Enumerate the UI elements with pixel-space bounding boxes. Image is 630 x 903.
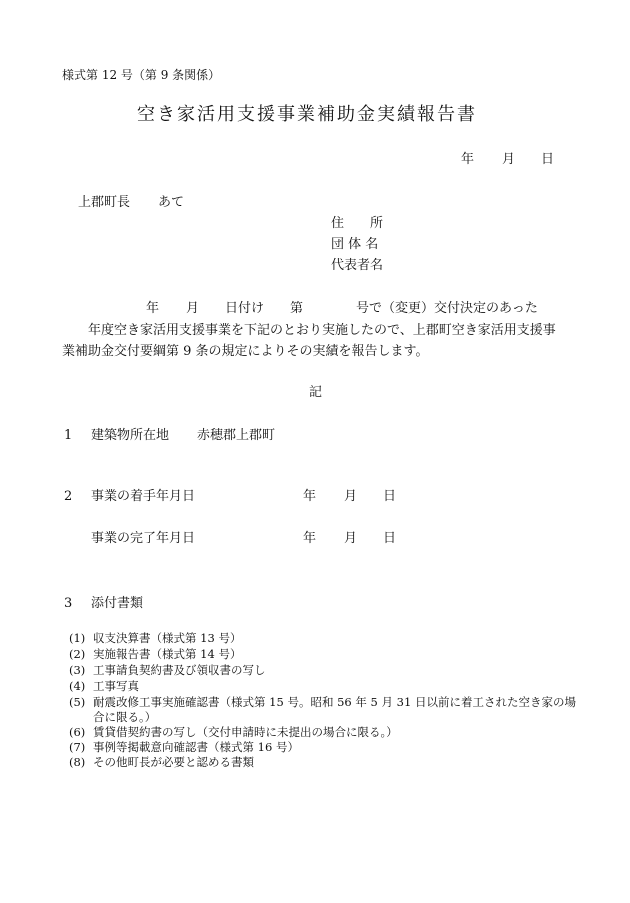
item2-end-month: 月 bbox=[344, 531, 358, 546]
ki-heading: 記 bbox=[309, 385, 323, 400]
attachment-5-text: 耐震改修工事実施確認書（様式第 15 号。昭和 56 年 5 月 31 日以前に着工された空き家の場 bbox=[93, 695, 576, 709]
intro-month: 月 bbox=[186, 301, 200, 316]
item1-label: 建築物所在地 bbox=[91, 428, 170, 443]
intro-dated: 日付け bbox=[225, 301, 265, 316]
item3-label: 添付書類 bbox=[91, 596, 144, 611]
attachment-6-num: (6) bbox=[69, 725, 86, 739]
attachment-5-num: (5) bbox=[69, 695, 86, 709]
item2-number: 2 bbox=[64, 489, 73, 504]
attachment-8-text: その他町長が必要と認める書類 bbox=[93, 755, 254, 769]
attachment-5-text-cont: 合に限る。） bbox=[93, 710, 157, 724]
applicant-representative-label: 代表者名 bbox=[331, 258, 384, 273]
intro-decision-text: 号で（変更）交付決定のあった bbox=[356, 301, 538, 316]
applicant-group-label: 団 体 名 bbox=[331, 237, 379, 252]
attachment-2-num: (2) bbox=[69, 647, 86, 661]
item2-start-day: 日 bbox=[383, 489, 397, 504]
item2-end-label: 事業の完了年月日 bbox=[91, 531, 196, 546]
attachment-4-num: (4) bbox=[69, 679, 86, 693]
page-title: 空き家活用支援事業補助金実績報告書 bbox=[137, 104, 477, 125]
item2-start-label: 事業の着手年月日 bbox=[91, 489, 196, 504]
item2-start-year: 年 bbox=[303, 489, 317, 504]
attachment-2-text: 実施報告書（様式第 14 号） bbox=[93, 647, 242, 661]
attachment-1-text: 収支決算書（様式第 13 号） bbox=[93, 631, 242, 645]
attachment-6-text: 賃貸借契約書の写し（交付申請時に未提出の場合に限る。） bbox=[93, 725, 398, 739]
date-year: 年 bbox=[461, 152, 475, 167]
attachment-4-text: 工事写真 bbox=[93, 679, 139, 693]
item2-end-year: 年 bbox=[303, 531, 317, 546]
intro-line-3: 業補助金交付要綱第 9 条の規定によりその実績を報告します。 bbox=[62, 344, 429, 359]
intro-dai: 第 bbox=[290, 301, 304, 316]
date-month: 月 bbox=[502, 152, 516, 167]
attachment-3-num: (3) bbox=[69, 663, 86, 677]
item2-start-month: 月 bbox=[344, 489, 358, 504]
item1-value: 赤穂郡上郡町 bbox=[197, 428, 276, 443]
applicant-address-label: 住 所 bbox=[331, 216, 384, 231]
date-day: 日 bbox=[541, 152, 555, 167]
item3-number: 3 bbox=[64, 596, 73, 611]
addressee-suffix: あて bbox=[158, 195, 185, 210]
intro-year: 年 bbox=[146, 301, 160, 316]
intro-line-2: 年度空き家活用支援事業を下記のとおり実施したので、上郡町空き家活用支援事 bbox=[88, 323, 556, 338]
attachment-1-num: (1) bbox=[69, 631, 86, 645]
form-number: 様式第 12 号（第 9 条関係） bbox=[62, 68, 221, 82]
item1-number: 1 bbox=[64, 428, 73, 443]
addressee-town-head: 上郡町長 bbox=[78, 195, 131, 210]
attachment-8-num: (8) bbox=[69, 755, 86, 769]
attachment-7-num: (7) bbox=[69, 740, 86, 754]
attachment-7-text: 事例等掲載意向確認書（様式第 16 号） bbox=[93, 740, 299, 754]
item2-end-day: 日 bbox=[383, 531, 397, 546]
attachment-3-text: 工事請負契約書及び領収書の写し bbox=[93, 663, 266, 677]
